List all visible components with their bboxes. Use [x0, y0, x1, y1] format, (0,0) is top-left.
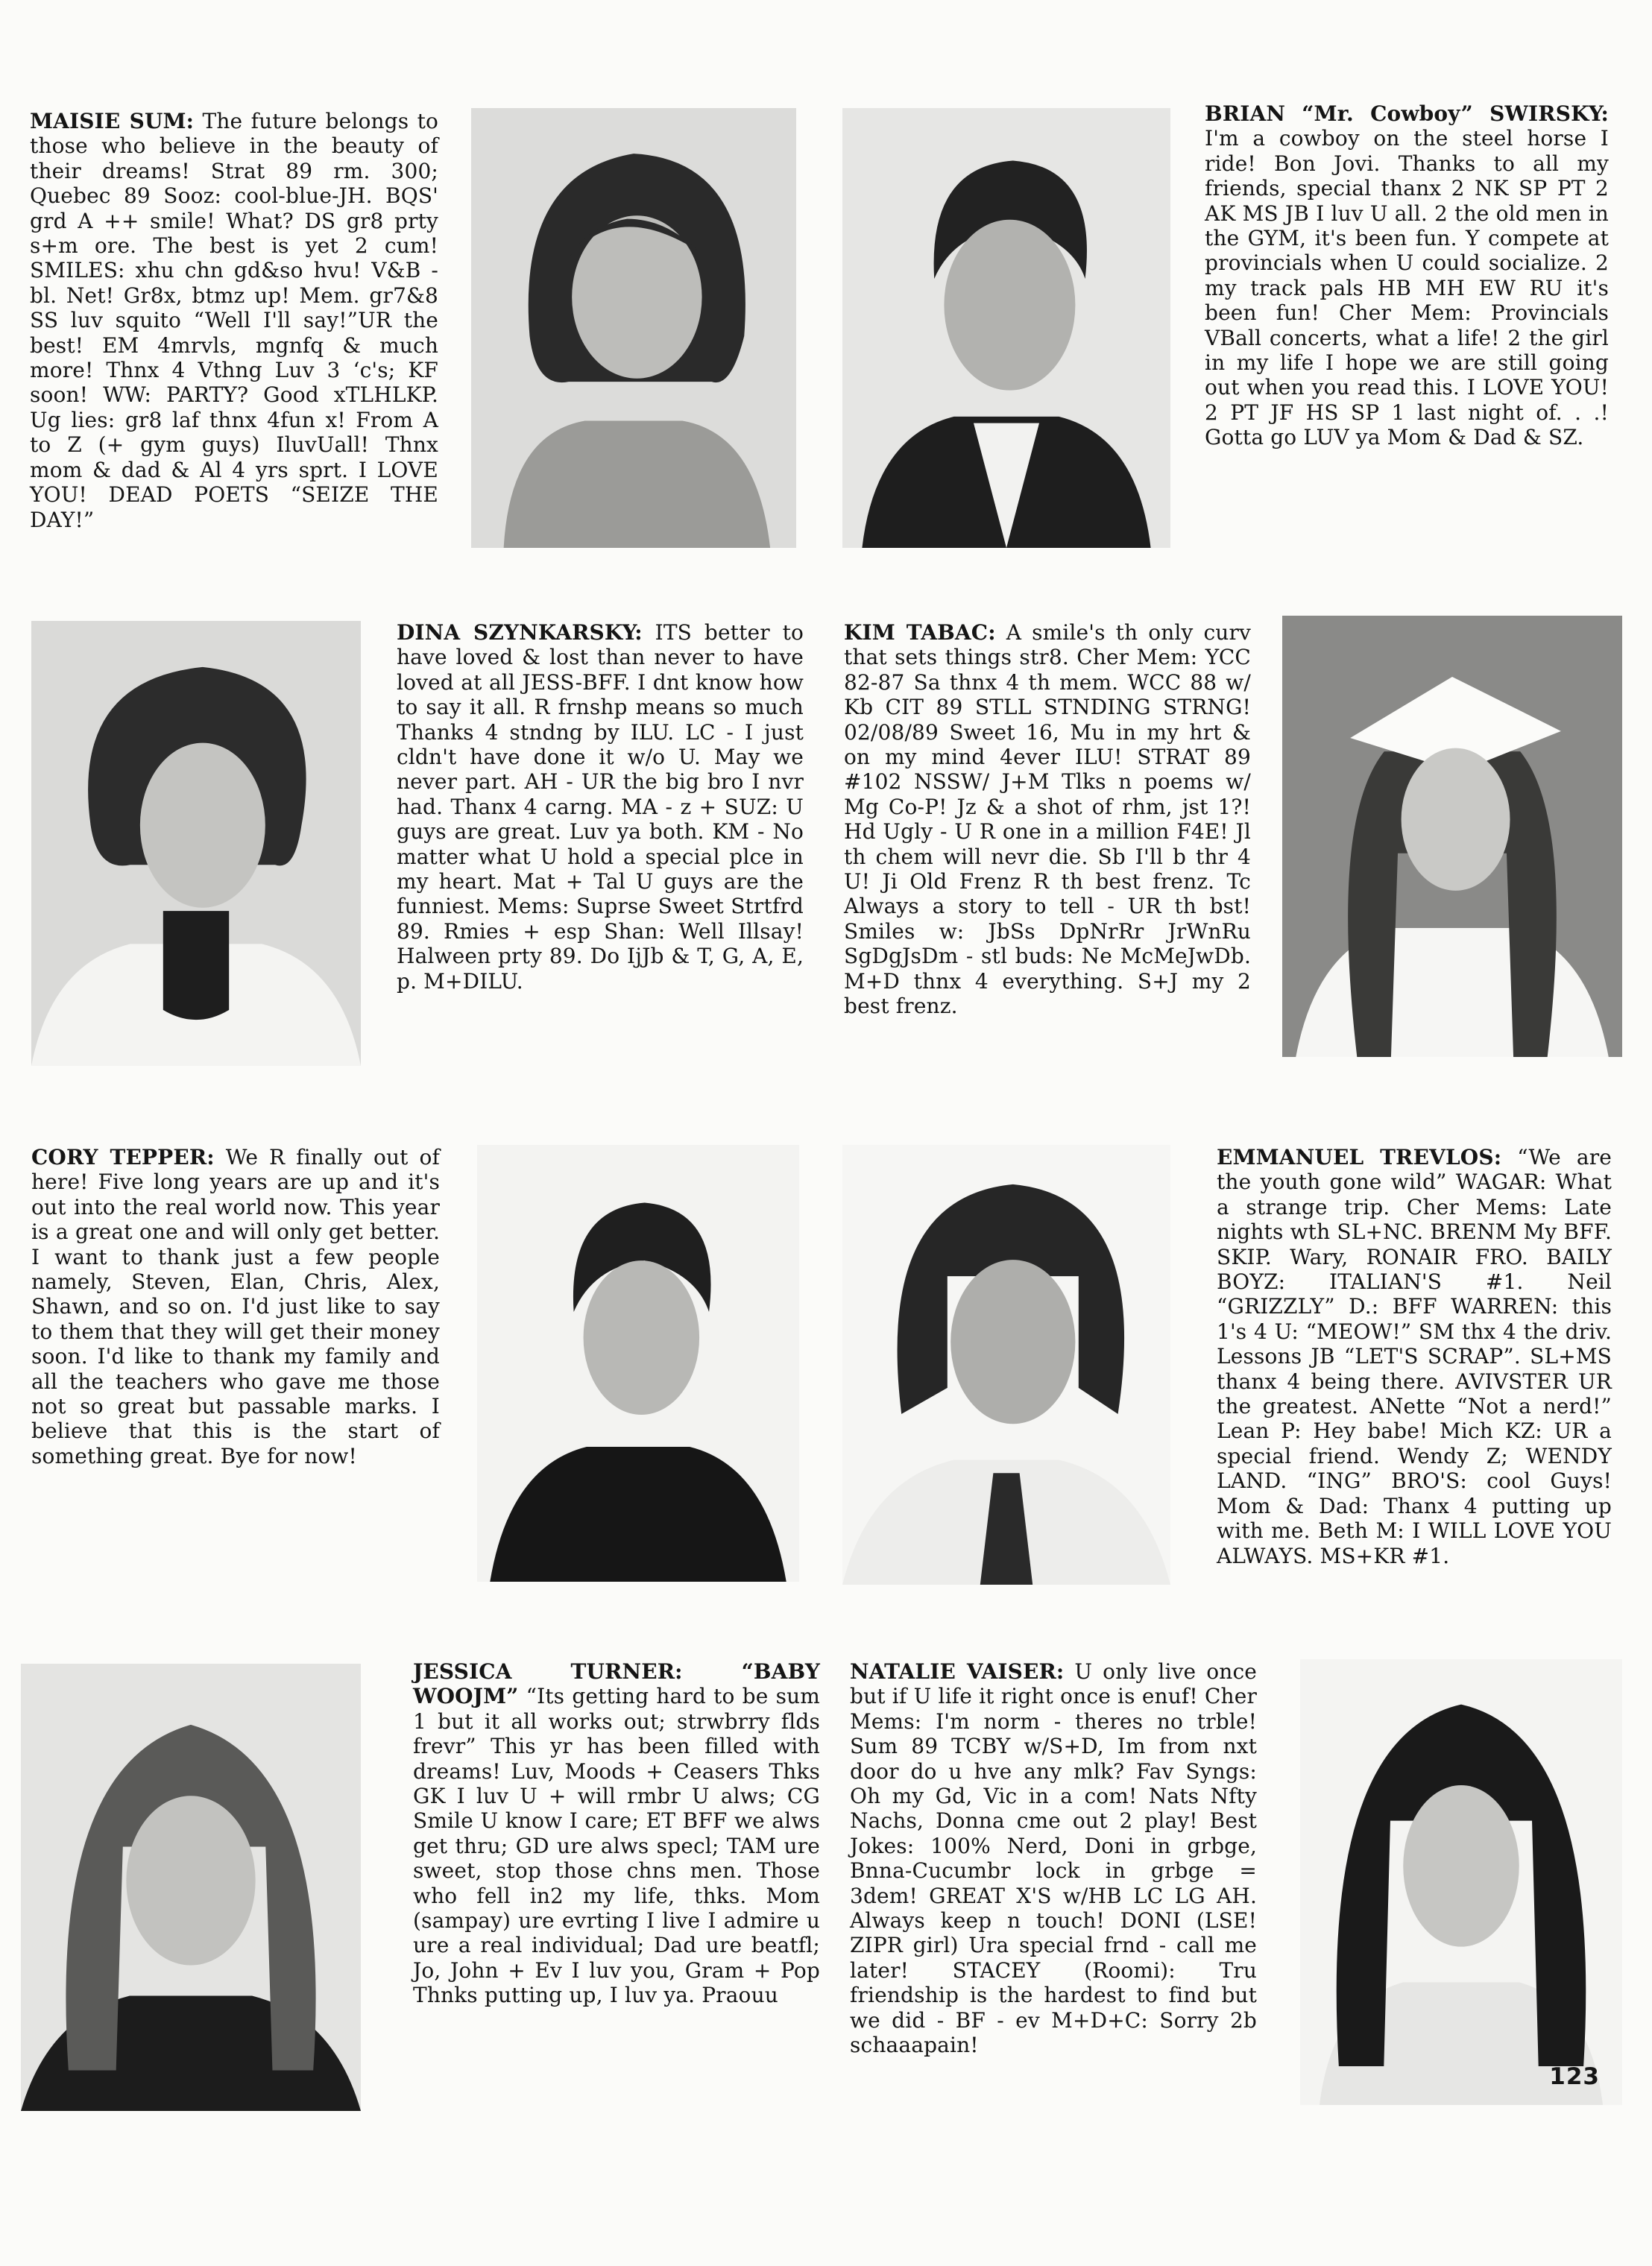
blurb-natalie-vaiser	[850, 1659, 1257, 2058]
blurb-emmanuel-trevlos	[1217, 1145, 1612, 1568]
blurb-maisie-sum	[30, 109, 438, 532]
student-message: ITS better to have loved & lost than never to have loved at all JESS-BFF. I dnt know how to say it all. R frnshp means so much Thanks 4 stndng by ILU. LC - I just cldn't have done it w/o U. May we never part. AH - UR the big bro I nvr had. Thanx 4 carng. MA - z + SUZ: U guys are great. Luv ya both. KM - No matter what U hold a special plce in my heart. Mat + Tal U guys are the funniest. Mems: Suprse Sweet Strtfrd 89. Rmies + esp Shan: Well Illsay! Halween prty 89. Do IjJb & T, G, A, E, p. M+DILU.	[397, 620, 804, 994]
student-name: EMMANUEL TREVLOS:	[1217, 1145, 1502, 1170]
portrait-photo-brian-swirsky	[842, 108, 1170, 548]
student-message: U only live once but if U life it right once is enuf! Cher Mems: I'm norm - theres no trble! Sum 89 TCBY w/S+D, Im from nxt door do u hve any mlk? Fav Syngs: Oh my Gd, Vic in a com! Nats Nfty Nachs, Donna cme out 2 play! Best Jokes: 100% Nerd, Doni in grbge, Bnna-Cucumbr lock in grbge = 3dem! GREAT X'S w/HB LC LG AH. Always keep n touch! DONI (LSE! ZIPR girl) Ura special frnd - call me later! STACEY (Roomi): Tru friendship is the hardest to find but we did - BF - ev M+D+C: Sorry 2b schaaapain!	[850, 1659, 1257, 2058]
student-name: CORY TEPPER:	[31, 1145, 215, 1170]
blurb-jessica-turner	[413, 1659, 820, 2008]
student-name: KIM TABAC:	[844, 620, 996, 645]
student-message: “Its getting hard to be sum 1 but it all works out; strwbrry flds frevr” This yr has been filled with dreams! Luv, Moods + Ceasers Thks GK I luv U + will rmbr U alws; CG Smile U know I care; ET BFF we alws get thru; GD ure alws specl; TAM ure sweet, stop those chns men. Those who fell in2 my life, thks. Mom (sampay) ure evrting I live I admire u ure a real individual; Dad ure beatfl; Jo, John + Ev I luv you, Gram + Pop Thnks putting up, I luv ya. Praouu	[413, 1684, 820, 2008]
student-message: A smile's th only curv that sets things str8. Cher Mem: YCC 82-87 Sa thnx 4 th mem. WCC 88 w/ Kb CIT 89 STLL STNDING STRNG! 02/08/89 Sweet 16, Mu in my hrt & on my mind 4ever ILU! STRAT 89 #102 NSSW/ J+M Tlks n poems w/ Mg Co-P! Jz & a shot of rhm, jst 1?! Hd Ugly - U R one in a million F4E! Jl th chem will nevr die. Sb I'll b thr 4 U! Ji Old Frenz R th best frenz. Tc Always a story to tell - UR th bst! Smiles w: JbSs DpNrRr JrWnRu SgDgJsDm - stl buds: Ne McMeJwDb. M+D thnx 4 everything. S+J my 2 best frenz.	[844, 620, 1251, 1019]
portrait-photo-cory-tepper	[477, 1145, 799, 1582]
student-name: NATALIE VAISER:	[850, 1659, 1065, 1684]
student-message: “We are the youth gone wild” WAGAR: What a strange trip. Cher Mems: Late nights wth SL+NC. BRENM My BFF. SKIP. Wary, RONAIR FRO. BAILY BOYZ: ITALIAN'S #1. Neil “GRIZZLY” D.: BFF WARREN: this 1's 4 U: “MEOW!” SM thx 4 the driv. Lessons JB “LET'S SCRAP”. SL+MS thanx 4 being there. AVIVSTER UR the greatest. ANette “Not a nerd!” Lean P: Hey babe! Mich KZ: UR a special friend. Wendy Z; WENDY LAND. “ING” BRO'S: cool Guys! Mom & Dad: Thanx 4 putting up with me. Beth M: I WILL LOVE YOU ALWAYS. MS+KR #1.	[1217, 1145, 1612, 1568]
student-message: The future belongs to those who believe in the beauty of their dreams! Strat 89 rm. 300; Quebec 89 Sooz: cool-blue-JH. BQS' grd A ++ smile! What? DS gr8 prty s+m ore. The best is yet 2 cum! SMILES: xhu chn gd&so hvu! V&B - bl. Net! Gr8x, btmz up! Mem. gr7&8 SS luv squito “Well I'll say!”UR the best! EM 4mrvls, mgnfq & much more! Thnx 4 Vthng Luv 3 ‘c's; KF soon! WW: PARTY? Good xTLHLKP. Ug lies: gr8 laf thnx 4fun x! From A to Z (+ gym guys) IluvUall! Thnx mom & dad & Al 4 yrs sprt. I LOVE YOU! DEAD POETS “SEIZE THE DAY!”	[30, 109, 439, 532]
blurb-brian-swirsky	[1205, 101, 1609, 450]
portrait-photo-dina-szynkarsky	[31, 621, 361, 1066]
blurb-kim-tabac	[844, 620, 1251, 1019]
student-name: MAISIE SUM:	[30, 109, 195, 133]
portrait-photo-jessica-turner	[21, 1664, 361, 2111]
portrait-photo-emmanuel-trevlos	[842, 1145, 1170, 1585]
portrait-photo-kim-tabac	[1282, 616, 1622, 1057]
student-name: DINA SZYNKARSKY:	[397, 620, 643, 645]
student-name: JESSICA TURNER: “BABY WOOJM”	[413, 1659, 820, 1709]
blurb-dina-szynkarsky	[397, 620, 804, 994]
student-message: I'm a cowboy on the steel horse I ride! Bon Jovi. Thanks to all my friends, special thanx 2 NK SP PT 2 AK MS JB I luv U all. 2 the old men in the GYM, it's been fun. Y compete at provincials when U could socialize. 2 my track pals HB MH EW RU it's been fun! Cher Mem: Provincials VBall concerts, what a life! 2 the girl in my life I hope we are still going out when you read this. I LOVE YOU! 2 PT JF HS SP 1 last night of. . .! Gotta go LUV ya Mom & Dad & SZ.	[1205, 126, 1609, 450]
page-number: 123	[1549, 2063, 1600, 2090]
portrait-photo-natalie-vaiser	[1300, 1659, 1622, 2105]
student-message: We R finally out of here! Five long years are up and it's out into the real world now. This year is a great one and will only get better. I want to thank just a few people namely, Steven, Elan, Chris, Alex, Shawn, and so on. I'd just like to say to them that they will get their money soon. I'd like to thank my family and all the teachers who gave me those not so great but passable marks. I believe that this is the start of something great. Bye for now!	[31, 1145, 440, 1468]
blurb-cory-tepper	[31, 1145, 440, 1468]
portrait-photo-maisie-sum	[471, 108, 796, 548]
student-name: BRIAN “Mr. Cowboy” SWIRSKY:	[1205, 101, 1609, 126]
